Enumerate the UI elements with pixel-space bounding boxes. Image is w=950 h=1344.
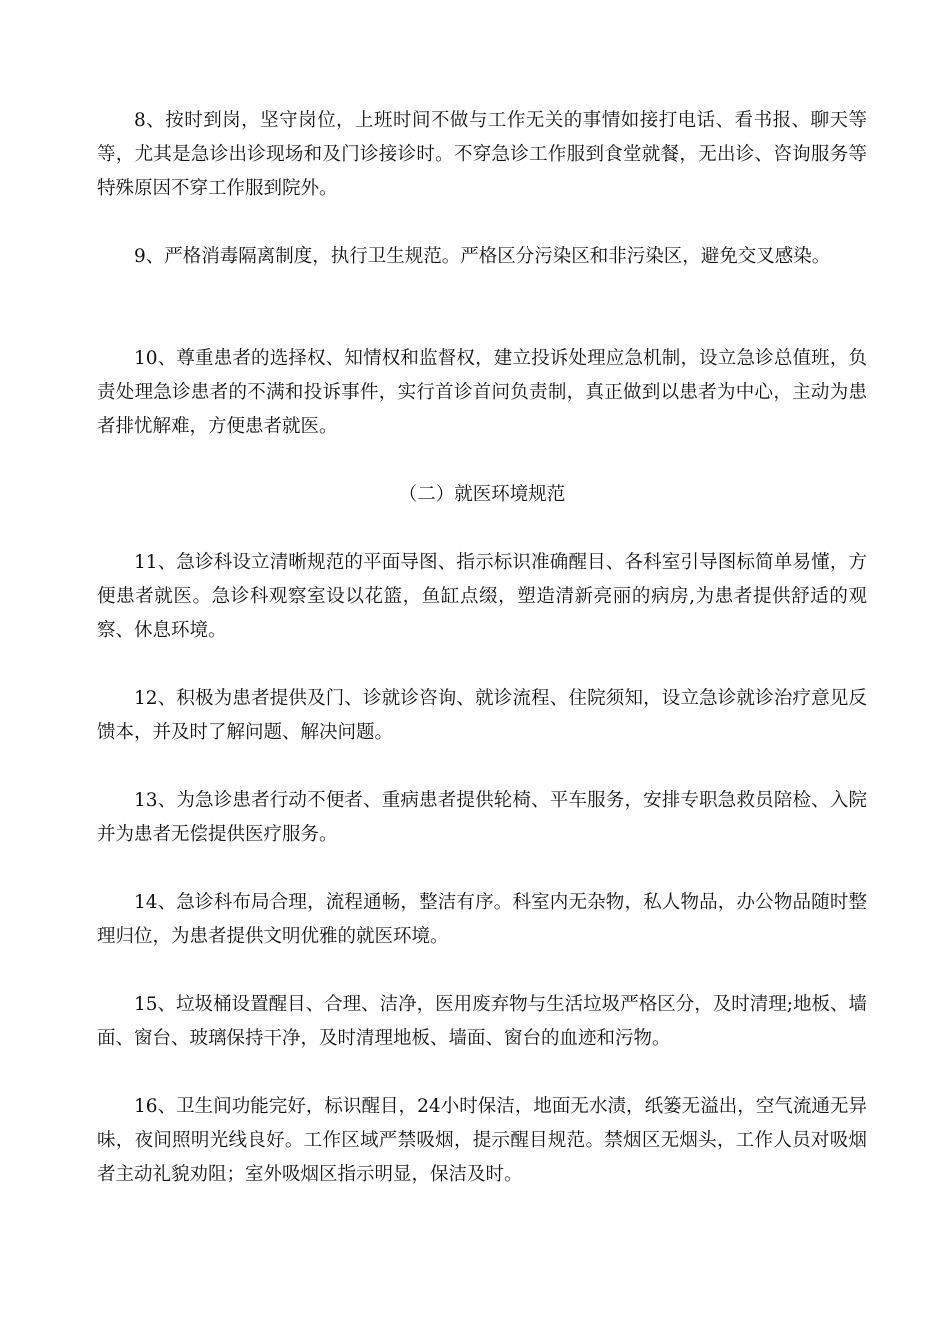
paragraph-9: 9、严格消毒隔离制度，执行卫生规范。严格区分污染区和非污染区，避免交叉感染。 (134, 246, 831, 267)
paragraph-16: 16、卫生间功能完好，标识醒目，24小时保洁，地面无水渍，纸篓无溢出，空气流通无异味，夜间照明光线良好。工作区域严禁吸烟，提示醒目规范。禁烟区无烟头，工作人员对吸烟者主动礼貌劝阻；室外吸烟区指示明显，保洁及时。 (97, 1096, 867, 1185)
section-heading: （二）就医环境规范 (398, 484, 566, 505)
paragraph-13: 13、为急诊患者行动不便者、重病患者提供轮椅、平车服务，安排专职急救员陪检、入院并为患者无偿提供医疗服务。 (97, 790, 867, 845)
paragraph-8: 8、按时到岗，坚守岗位，上班时间不做与工作无关的事情如接打电话、看书报、聊天等等，尤其是急诊出诊现场和及门诊接诊时。不穿急诊工作服到食堂就餐，无出诊、咨询服务等特殊原因不穿工作服到院外。 (97, 110, 867, 199)
paragraph-12: 12、积极为患者提供及门、诊就诊咨询、就诊流程、住院须知，设立急诊就诊治疗意见反馈本，并及时了解问题、解决问题。 (97, 688, 867, 743)
paragraph-14: 14、急诊科布局合理，流程通畅，整洁有序。科室内无杂物，私人物品，办公物品随时整理归位，为患者提供文明优雅的就医环境。 (97, 892, 867, 947)
paragraph-15: 15、垃圾桶设置醒目、合理、洁净，医用废弃物与生活垃圾严格区分，及时清理;地板、墙面、窗台、玻璃保持干净，及时清理地板、墙面、窗台的血迹和污物。 (97, 994, 867, 1049)
paragraph-10: 10、尊重患者的选择权、知情权和监督权，建立投诉处理应急机制，设立急诊总值班，负责处理急诊患者的不满和投诉事件，实行首诊首问负责制，真正做到以患者为中心，主动为患者排忧解难，方便患者就医。 (97, 348, 867, 437)
paragraph-11: 11、急诊科设立清晰规范的平面导图、指示标识准确醒目、各科室引导图标简单易懂，方便患者就医。急诊科观察室设以花篮，鱼缸点缀，塑造清新亮丽的病房,为患者提供舒适的观察、休息环境。 (97, 552, 867, 641)
